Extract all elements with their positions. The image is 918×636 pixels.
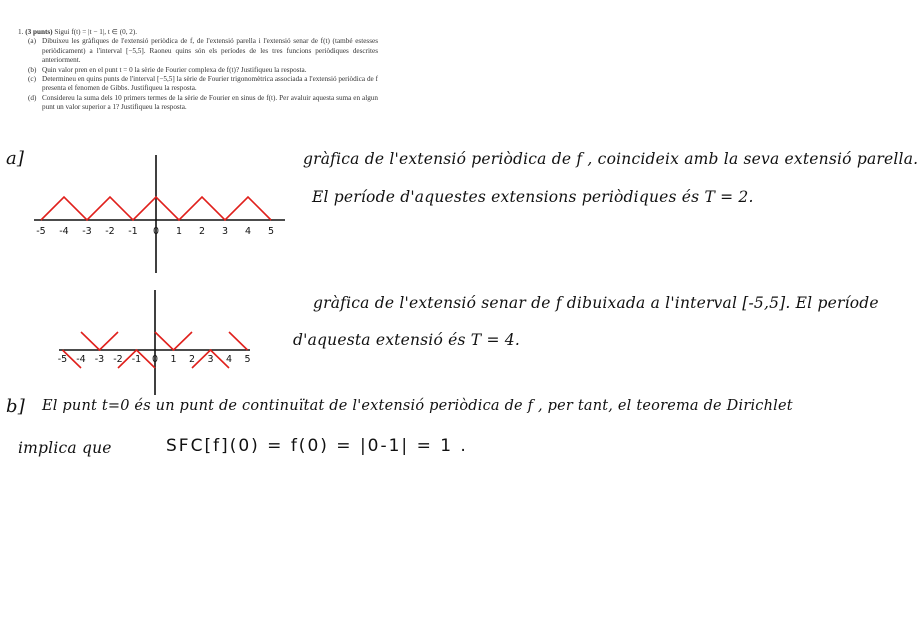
answer-a-label: a] bbox=[6, 148, 25, 169]
tick-label: -4 bbox=[59, 226, 69, 237]
graph2-text-line2: d'aquesta extensió és T = 4. bbox=[293, 331, 520, 349]
periodic-extension-graph bbox=[30, 155, 310, 280]
tick-label: -4 bbox=[76, 354, 86, 365]
answer-b-equation: SFC[f](0) = f(0) = |0-1| = 1 . bbox=[166, 436, 468, 456]
problem-points: (3 punts) bbox=[25, 28, 53, 36]
tick-label: 0 bbox=[152, 226, 160, 237]
item-c: (c) Determineu en quins punts de l'interval [−5,5] la sèrie de Fourier trigonomètrica associada a l'extensió periòdica de f presenta el fenomen de Gibbs. Justifiqueu la resposta. bbox=[28, 75, 378, 93]
tick-label: 0 bbox=[151, 354, 159, 365]
tick-label: 1 bbox=[170, 354, 177, 365]
tick-label: -5 bbox=[36, 226, 46, 237]
tick-label: 3 bbox=[221, 226, 229, 237]
tick-label: 1 bbox=[175, 226, 183, 237]
tick-label: 2 bbox=[188, 354, 196, 365]
item-d: (d) Considereu la suma dels 10 primers termes de la sèrie de Fourier en sinus de f(t). Per avaluir aquesta suma en algun punt un valor superior a 1? Justifiqueu la resposta. bbox=[28, 93, 378, 112]
problem-function: Sigui f(t) = |t − 1|, t ∈ (0, 2). bbox=[54, 28, 138, 36]
tick-label: 2 bbox=[198, 226, 206, 237]
tick-label: 4 bbox=[244, 226, 252, 237]
tick-label: -5 bbox=[57, 354, 68, 365]
problem-statement bbox=[18, 28, 378, 113]
tick-label: 5 bbox=[244, 354, 251, 365]
tick-label: -1 bbox=[128, 226, 138, 237]
tick-label: 5 bbox=[267, 226, 275, 237]
graph1-text-line1: gràfica de l'extensió periòdica de f , coincideix amb la seva extensió parella. bbox=[303, 150, 918, 168]
item-b: (b) Quin valor pren en el punt t = 0 la sèrie de Fourier complexa de f(t)? Justifiqueu la resposta. bbox=[28, 65, 307, 74]
tick-label: -1 bbox=[131, 354, 142, 365]
graph1-text-line2: El període d'aquestes extensions periòdiques és T = 2. bbox=[312, 188, 754, 206]
tick-label: -3 bbox=[82, 226, 92, 237]
tick-label: 3 bbox=[207, 354, 214, 365]
tick-label: -3 bbox=[94, 354, 105, 365]
answer-b-line2-prefix: implica que bbox=[18, 439, 112, 457]
odd-extension-segment bbox=[155, 332, 192, 350]
problem-header bbox=[18, 28, 378, 37]
odd-extension-segment bbox=[229, 332, 248, 350]
problem-number: 1. bbox=[18, 28, 24, 36]
tick-label: -2 bbox=[105, 226, 115, 237]
answer-b-label: b] bbox=[6, 396, 25, 417]
item-a: (a) Dibuixeu les gràfiques de l'extensió periòdica de f, de l'extensió parella i l'extensió senar de f(t) (també estesses periòdicament) a l'interval [−5,5]. Raoneu quins són els períodes de les tres funcions periòdiques descrites anteriorment. bbox=[28, 37, 378, 65]
odd-extension-segment bbox=[81, 332, 118, 350]
tick-label: -2 bbox=[113, 354, 123, 365]
graph2-text-line1: gràfica de l'extensió senar de f dibuixada a l'interval [-5,5]. El període bbox=[313, 294, 879, 312]
odd-extension-graph bbox=[55, 290, 295, 400]
answer-b-line1: El punt t=0 és un punt de continuïtat de l'extensió periòdica de f , per tant, el teorema de Dirichlet bbox=[42, 398, 793, 414]
tick-label: 4 bbox=[225, 354, 233, 365]
